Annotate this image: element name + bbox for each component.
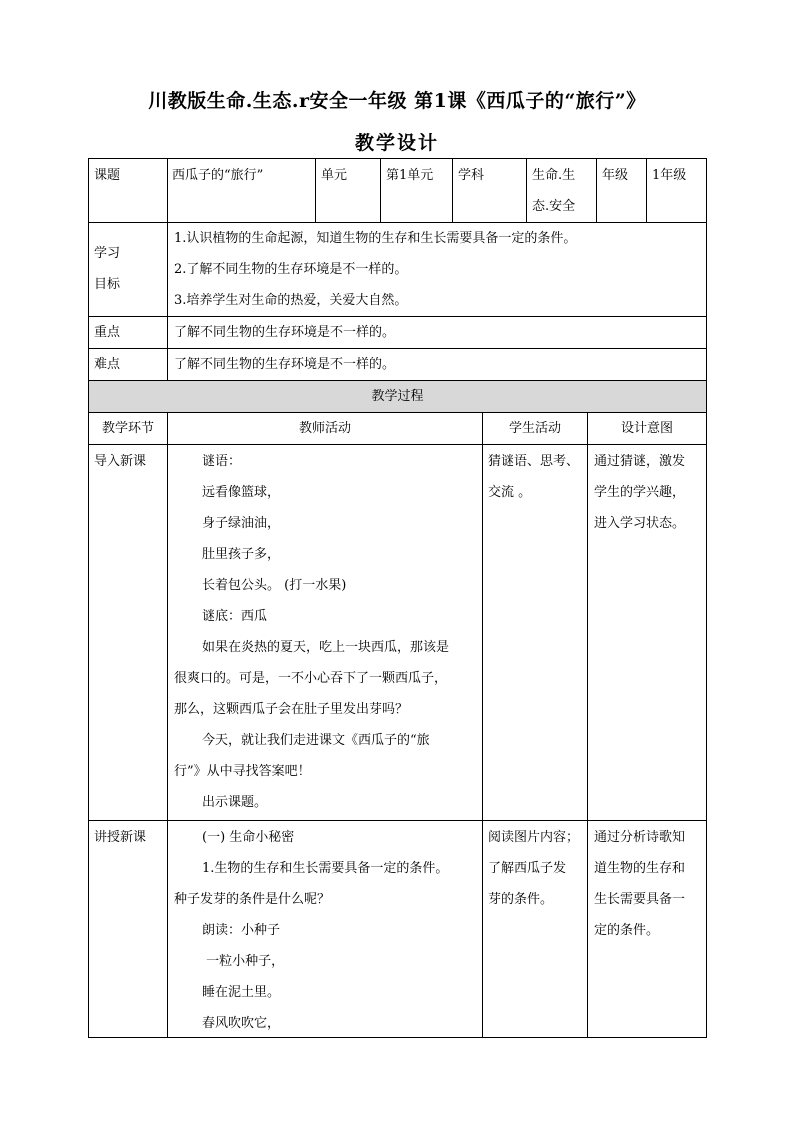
column-header-student: 学生活动 [508, 421, 561, 436]
teacher-line: 远看像篮球， [202, 485, 281, 500]
intro-teacher-activity [174, 446, 480, 818]
teacher-line: 春风吹吹它， [202, 1016, 281, 1031]
goals-label-line: 学习 [94, 246, 121, 261]
student-line: 猜谜语、思考、 [488, 454, 580, 469]
topic-label: 课题 [94, 168, 121, 183]
document-subtitle: 教学设计 [354, 132, 439, 154]
intro-student-activity [488, 446, 586, 508]
intent-line: 定的条件。 [594, 923, 660, 938]
key-point-label: 重点 [94, 325, 121, 340]
goals-label [94, 238, 164, 300]
column-header-intent: 设计意图 [620, 421, 673, 436]
difficulty-text: 了解不同生物的生存环境是不一样的。 [174, 357, 396, 372]
intro-stage: 导入新课 [94, 454, 147, 469]
goals-label-line: 目标 [94, 277, 121, 292]
intent-line: 生长需要具备一 [594, 892, 686, 907]
topic-value: 西瓜子的“旅行” [172, 168, 264, 183]
subject-value [532, 160, 594, 222]
intro-design-intent [594, 446, 704, 539]
column-header-stage: 教学环节 [101, 421, 154, 436]
subject-value-line: 态.安全 [532, 199, 576, 214]
teacher-line: 睡在泥土里。 [202, 985, 281, 1000]
subject-value-line: 生命.生 [532, 168, 576, 183]
unit-label: 单元 [321, 168, 348, 183]
teacher-line: 很爽口的。可是，一不小心吞下了一颗西瓜子， [174, 671, 448, 686]
grade-value: 1年级 [652, 168, 687, 183]
intent-line: 通过猜谜，激发 [594, 454, 686, 469]
teacher-line: 肚里孩子多， [202, 547, 281, 562]
teacher-line: 谜底：西瓜 [202, 609, 268, 624]
teach-teacher-activity [174, 822, 480, 1039]
unit-value: 第1单元 [386, 168, 434, 183]
goal-item: 1.认识植物的生命起源，知道生物的生存和生长需要具备一定的条件。 [174, 231, 577, 246]
student-line: 了解西瓜子发 [488, 861, 567, 876]
document-title: 川教版生命.生态.r安全一年级 第1课《西瓜子的“旅行”》 [148, 90, 646, 112]
student-line: 交流 。 [488, 485, 532, 500]
subject-label: 学科 [458, 168, 485, 183]
teacher-line: 朗读：小种子 [202, 923, 281, 938]
teacher-line: 身子绿油油， [202, 516, 281, 531]
teacher-line: 行”》从中寻找答案吧！ [174, 764, 311, 779]
teacher-line: 今天，就让我们走进课文《西瓜子的“旅 [202, 733, 430, 748]
teacher-line: (一) 生命小秘密 [202, 830, 295, 845]
teacher-line: 谜语： [202, 454, 242, 469]
intent-line: 通过分析诗歌知 [594, 830, 686, 845]
teacher-line: 种子发芽的条件是什么呢？ [174, 892, 331, 907]
teacher-line: 如果在炎热的夏天，吃上一块西瓜，那该是 [202, 640, 450, 655]
teach-stage: 讲授新课 [94, 830, 147, 845]
goal-item: 3.培养学生对生命的热爱，关爱大自然。 [174, 293, 408, 308]
goals-list [174, 223, 704, 316]
teacher-line: 一粒小种子， [202, 954, 285, 969]
teacher-line: 那么，这颗西瓜子会在肚子里发出芽吗？ [174, 702, 409, 717]
difficulty-label: 难点 [94, 357, 121, 372]
process-header: 教学过程 [371, 389, 424, 404]
teacher-line: 出示课题。 [202, 795, 268, 810]
teacher-line: 1.生物的生存和生长需要具备一定的条件。 [202, 861, 449, 876]
grade-label: 年级 [602, 168, 629, 183]
intent-line: 学生的学兴趣， [594, 485, 686, 500]
goal-item: 2.了解不同生物的生存环境是不一样的。 [174, 262, 408, 277]
teach-design-intent [594, 822, 704, 946]
teach-student-activity [488, 822, 586, 915]
column-header-teacher: 教师活动 [298, 421, 351, 436]
intent-line: 道生物的生存和 [594, 861, 686, 876]
key-point-text: 了解不同生物的生存环境是不一样的。 [174, 325, 396, 340]
student-line: 芽的条件。 [488, 892, 554, 907]
intent-line: 进入学习状态。 [594, 516, 686, 531]
teacher-line: 长着包公头。 (打一水果) [202, 578, 347, 593]
student-line: 阅读图片内容； [488, 830, 580, 845]
